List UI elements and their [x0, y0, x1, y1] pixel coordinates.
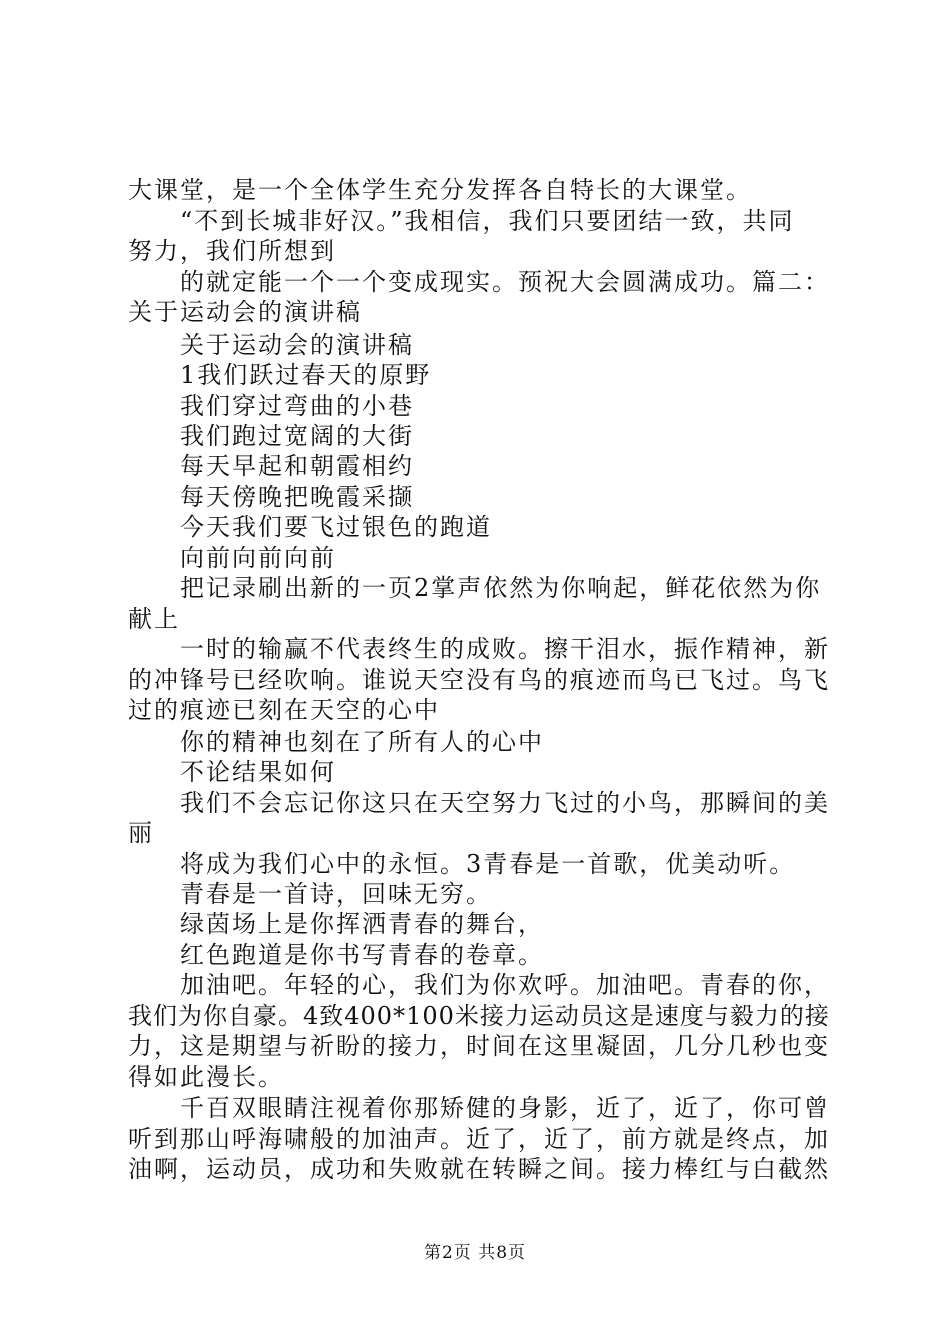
text-line: 献上 — [128, 605, 180, 633]
text-line: 我们不会忘记你这只在天空努力飞过的小鸟，那瞬间的美 — [180, 789, 830, 817]
text-line: 过的痕迹已刻在天空的心中 — [128, 696, 440, 724]
page-number-footer: 第2页 共8页 — [423, 1243, 527, 1263]
text-line: 听到那山呼海啸般的加油声。近了，近了，前方就是终点，加 — [128, 1125, 830, 1153]
text-line: 一时的输赢不代表终生的成败。擦干泪水，振作精神，新 — [180, 635, 830, 663]
text-line: 丽 — [128, 819, 154, 847]
text-line: 油啊，运动员，成功和失败就在转瞬之间。接力棒红与白截然 — [128, 1155, 830, 1183]
text-line: 我们跑过宽阔的大街 — [180, 422, 414, 450]
text-line: 努力，我们所想到 — [128, 237, 336, 265]
text-line: 的就定能一个一个变成现实。预祝大会圆满成功。篇二： — [180, 268, 830, 296]
text-line: 千百双眼睛注视着你那矫健的身影，近了，近了，你可曾 — [180, 1094, 830, 1122]
text-line: 你的精神也刻在了所有人的心中 — [180, 728, 544, 756]
text-line: 红色跑道是你书写青春的卷章。 — [180, 941, 544, 969]
text-line: 加油吧。年轻的心，我们为你欢呼。加油吧。青春的你， — [180, 971, 830, 999]
text-line: 我们为你自豪。4致400*100米接力运动员这是速度与毅力的接 — [128, 1002, 830, 1030]
text-line: 把记录刷出新的一页2掌声依然为你响起，鲜花依然为你 — [180, 574, 822, 602]
text-line: 青春是一首诗，回味无穷。 — [180, 880, 492, 908]
text-line: 每天早起和朝霞相约 — [180, 452, 414, 480]
text-line: 今天我们要飞过银色的跑道 — [180, 513, 492, 541]
text-line: 将成为我们心中的永恒。3青春是一首歌，优美动听。 — [180, 850, 796, 878]
text-line: 绿茵场上是你挥洒青春的舞台， — [180, 910, 544, 938]
text-line: 关于运动会的演讲稿 — [180, 331, 414, 359]
text-line: 向前向前向前 — [180, 544, 336, 572]
text-line: 大课堂，是一个全体学生充分发挥各自特长的大课堂。 — [128, 176, 752, 204]
text-line: “不到长城非好汉。”我相信，我们只要团结一致，共同 — [180, 207, 795, 235]
text-line: 我们穿过弯曲的小巷 — [180, 392, 414, 420]
text-line: 关于运动会的演讲稿 — [128, 298, 362, 326]
text-line: 1我们跃过春天的原野 — [180, 361, 432, 389]
text-line: 得如此漫长。 — [128, 1063, 284, 1091]
text-line: 力，这是期望与祈盼的接力，时间在这里凝固，几分几秒也变 — [128, 1032, 830, 1060]
text-line: 不论结果如何 — [180, 758, 336, 786]
text-line: 每天傍晚把晚霞采撷 — [180, 483, 414, 511]
text-line: 的冲锋号已经吹响。谁说天空没有鸟的痕迹而鸟已飞过。鸟飞 — [128, 666, 830, 694]
